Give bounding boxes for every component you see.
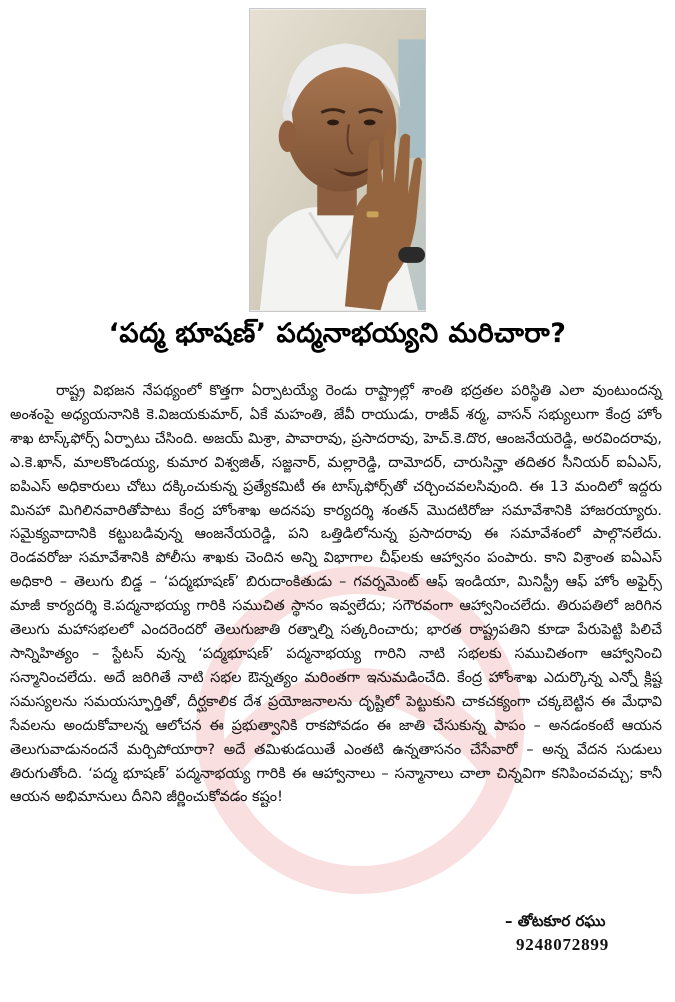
portrait-image-icon (250, 9, 425, 311)
article-headline: ‘పద్మ భూషణ్’ పద్మనాభయ్యని మరిచారా? (108, 318, 567, 349)
author-name: – తోటకూర రఘు (505, 912, 606, 930)
article-paragraph: రాష్ట్ర విభజన నేపథ్యంలో కొత్తగా ఏర్పాటయ్యే రెండు రాష్ట్రాల్లో శాంతి భద్రతల పరిస్థితి ఎలా వుంటుందన్న అంశంపై అధ్యయనానికి కె.విజయకుమార్, ఏకే మహంతి, జేవీ రాయుడు, రాజీవ్ శర్మ, వాసన్ సభ్యులుగా కేంద్ర హోం శాఖ టాస్క్‌ఫోర్స్ ఏర్పాటు చేసింది. అజయ్ మిశ్రా, పావారావు, ప్రసాదరావు, హెచ్.కె.దొర, ఆంజనేయరెడ్డి, అరవిందరావు, ఎ.కె.ఖాన్, మాలకొండయ్య, కుమార విశ్వజిత్, సజ్జనార్, మల్లారెడ్డి, దామోదర్, చారుసిన్హా తదితర సీనియర్ ఐఏఎస్, ఐపిఎస్ అధికారులు చోటు దక్కించుకున్న ప్రత్యేకమిటీ ఈ టాస్క్‌ఫోర్స్‌తో చర్చించవలసివుంది. ఈ 13 మందిలో ఇద్దరు మినహా మిగిలినవారితోపాటు కేంద్ర హోంశాఖ అదనపు కార్యదర్శి శంతన్ మొదటిరోజు సమావేశానికి హాజరయ్యారు. సమైక్యవాదానికి కట్టుబడివున్న ఆంజనేయరెడ్డి, పని ఒత్తిడిలోనున్న ప్రసాదరావు ఈ సమావేశంలో పాల్గొనలేదు. రెండవరోజు సమావేశానికి పోలీసు శాఖకు చెందిన అన్ని విభాగాల చీఫ్‌లకు ఆహ్వానం పంపారు. కాని విశ్రాంత ఐఏఎస్ అధికారి – తెలుగు బిడ్డ – ‘పద్మభూషణ్’ బిరుదాంకితుడు – గవర్నమెంట్ ఆఫ్ ఇండియా, మినిస్ట్రీ ఆఫ్ హోం అఫైర్స్ మాజీ కార్యదర్శి కె.పద్మనాభయ్య గారికి సముచిత స్థానం ఇవ్వలేదు; సగౌరవంగా ఆహ్వానించలేదు. తిరుపతిలో జరిగిన తెలుగు మహాసభలలో ఎందరెందరో తెలుగుజాతి రత్నాల్ని సత్కరించారు; భారత రాష్ట్రపతిని కూడా పేరుపెట్టి పిలిచే సాన్నిహిత్యం – స్టేటస్ వున్న ‘పద్మభూషణ్’ పద్మనాభయ్య గారిని నాటి సభలకు సముచితంగా ఆహ్వానించి సన్మానించలేదు. అదే జరిగితే నాటి సభల ఔన్నత్యం మరింతగా ఇనుమడించేది. కేంద్ర హోంశాఖ ఎదుర్కొన్న ఎన్నో క్లిష్ట సమస్యలను సమయస్ఫూర్తితో, దీర్ఘకాలిక దేశ ప్రయోజనాలను దృష్టిలో పెట్టుకుని చాకచక్యంగా చక్కబెట్టిన ఈ మేధావి సేవలను అందుకోవాలన్న ఆలోచన ఈ ప్రభుత్వానికి రాకపోవడం ఈ జాతి చేసుకున్న పాపం – అనడంకంటే ఆయన తెలుగువాడునందనే మర్చిపోయారా? అదే తమిళుడయితే ఎంతటి ఉన్నతాసనం చేసేవారో – అన్న వేదన సుడులు తిరుగుతోంది. ‘పద్మ భూషణ్’ పద్మనాభయ్య గారికి ఈ ఆహ్వానాలు – సన్మానాలు చాలా చిన్నవిగా కనిపించవచ్చు; కానీ ఆయన అభిమానులు దీనిని జీర్ణించుకోవడం కష్టం! (10, 383, 662, 806)
portrait-photo (249, 8, 426, 312)
article-body (10, 380, 662, 810)
author-phone: 9248072899 (516, 935, 609, 954)
